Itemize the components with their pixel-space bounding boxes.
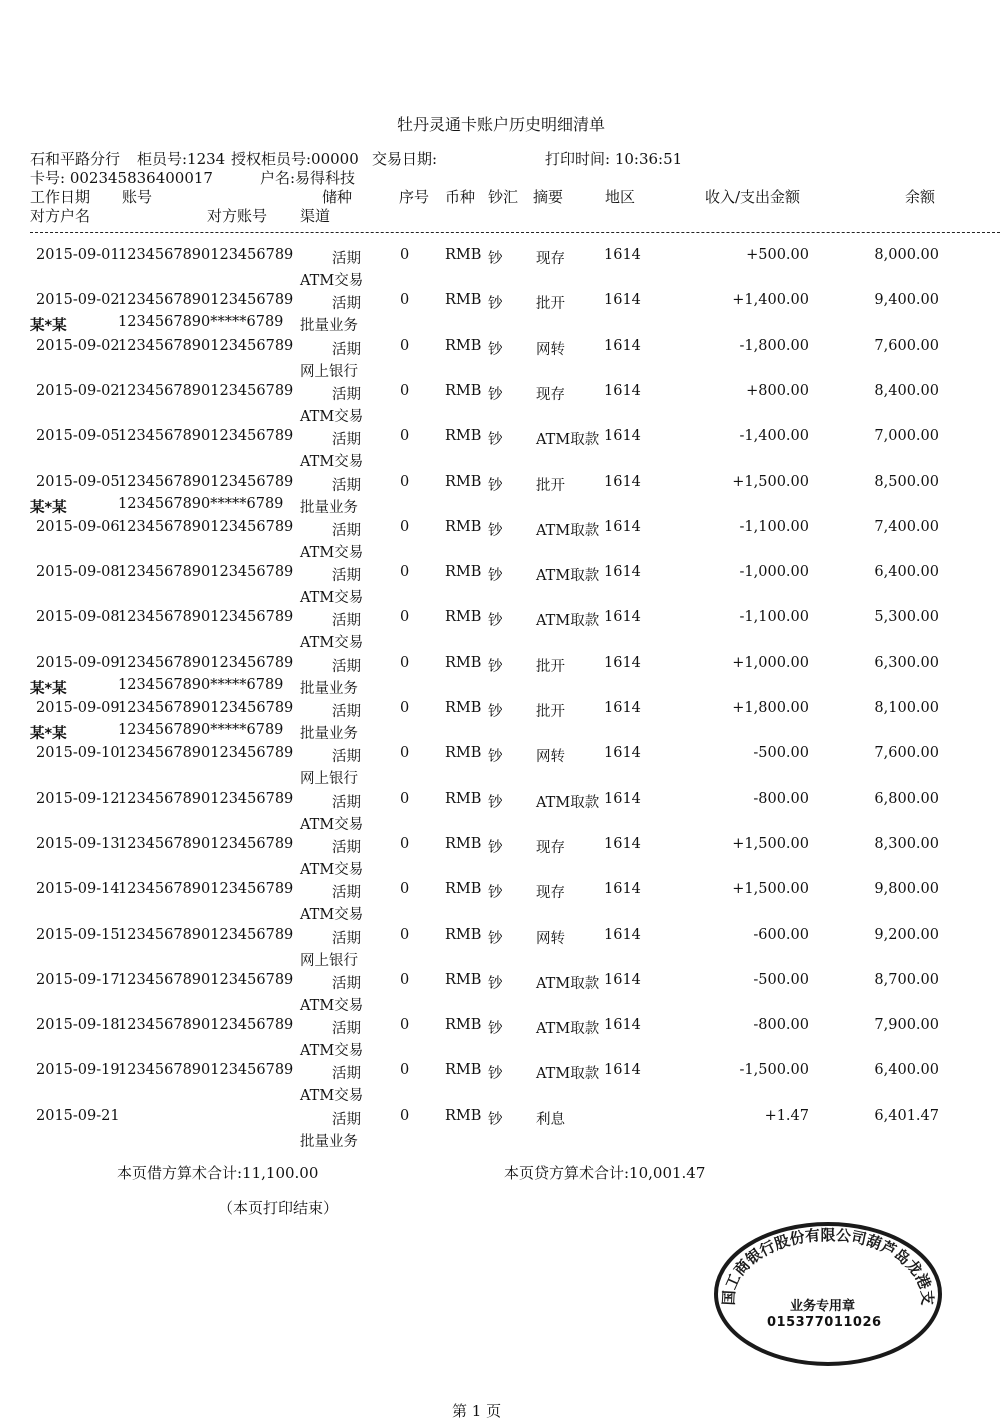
cell-seq: 0 (400, 1017, 410, 1034)
cell-cur: RMB (445, 292, 482, 309)
cell-seq: 0 (400, 428, 410, 445)
col-seq: 序号 (399, 188, 430, 206)
cell-summary: 利息 (536, 1111, 565, 1128)
cell-date: 2015-09-14 (36, 881, 120, 898)
cell-counterparty-account: 1234567890*****6789 (118, 676, 284, 693)
cell-balance: 9,800.00 (874, 881, 939, 898)
cell-cur: RMB (445, 247, 482, 263)
seal-ring-text: 国工商银行股份有限公司葫芦岛龙港支 (719, 1226, 937, 1306)
cell-date: 2015-09-13 (36, 835, 120, 852)
table-row (0, 428, 1000, 473)
cell-cur: RMB (445, 1062, 482, 1079)
cell-balance: 6,401.47 (874, 1107, 939, 1124)
cell-cur: RMB (445, 473, 482, 490)
table-row (0, 1062, 1000, 1107)
cell-type: 活期 (332, 794, 361, 811)
bank-seal (712, 1218, 944, 1366)
cell-region: 1614 (604, 292, 641, 309)
cell-channel: ATM交易 (300, 408, 364, 425)
cell-type: 活期 (332, 386, 361, 403)
cell-channel: ATM交易 (300, 1043, 364, 1060)
cell-flag: 钞 (488, 432, 503, 449)
cell-region: 1614 (604, 790, 641, 807)
cell-region: 1614 (604, 654, 641, 671)
cell-flag: 钞 (488, 704, 503, 720)
cell-account: 1234567890123456789 (118, 292, 294, 309)
credit-total: 本页贷方算术合计:10,001.47 (504, 1164, 706, 1182)
cell-amount: -1,400.00 (739, 428, 809, 445)
cell-region: 1614 (604, 881, 641, 898)
table-row (0, 927, 1000, 972)
cell-summary: ATM取款 (536, 568, 600, 585)
cell-region: 1614 (604, 971, 641, 988)
table-row (0, 836, 1000, 881)
table-row (0, 338, 1000, 383)
col-counterparty-name: 对方户名 (30, 207, 91, 225)
cell-amount: +1,500.00 (732, 881, 809, 898)
cell-flag: 钞 (488, 477, 503, 494)
cell-summary: 现存 (536, 386, 565, 403)
col-cash-flag: 钞汇 (488, 188, 519, 206)
cell-amount: -1,100.00 (739, 609, 809, 626)
cell-counterparty-name: 某*某 (30, 680, 67, 697)
cell-summary: 批开 (536, 477, 565, 494)
col-balance: 余额 (905, 188, 936, 206)
seal-purpose: 业务专用章 (790, 1299, 856, 1314)
page-number: 第 1 页 (452, 1402, 502, 1420)
cell-channel: 批量业务 (300, 318, 358, 335)
table-row (0, 972, 1000, 1017)
cell-amount: -1,000.00 (739, 564, 809, 581)
cell-counterparty-name: 某*某 (30, 499, 67, 516)
cell-counterparty-account: 1234567890*****6789 (118, 314, 284, 331)
cell-region: 1614 (604, 926, 641, 943)
cell-date: 2015-09-09 (36, 654, 120, 671)
cell-amount: -800.00 (753, 790, 809, 807)
cell-flag: 钞 (488, 1111, 503, 1128)
cell-flag: 钞 (488, 613, 503, 630)
cell-seq: 0 (400, 473, 410, 490)
cell-balance: 6,400.00 (874, 564, 939, 581)
col-deposit-type: 储种 (322, 188, 353, 206)
cell-balance: 6,800.00 (874, 790, 939, 807)
cell-date: 2015-09-02 (36, 292, 120, 309)
cell-region: 1614 (604, 564, 641, 581)
cell-amount: +1,500.00 (732, 473, 809, 490)
cell-account: 1234567890123456789 (118, 1017, 294, 1034)
cell-type: 活期 (332, 613, 361, 630)
card-number: 卡号: 002345836400017 (30, 169, 213, 187)
cell-channel: 批量业务 (300, 499, 358, 516)
cell-channel: ATM交易 (300, 861, 364, 878)
cell-flag: 钞 (488, 658, 503, 675)
cell-summary: 批开 (536, 704, 565, 720)
cell-balance: 8,300.00 (874, 835, 939, 852)
cell-flag: 钞 (488, 749, 503, 766)
cell-amount: -600.00 (753, 926, 809, 943)
col-channel: 渠道 (300, 207, 331, 225)
cell-type: 活期 (332, 296, 361, 313)
cell-summary: ATM取款 (536, 1021, 600, 1038)
table-row (0, 655, 1000, 700)
cell-seq: 0 (400, 609, 410, 626)
cell-account: 1234567890123456789 (118, 1062, 294, 1079)
cell-type: 活期 (332, 1066, 361, 1083)
cell-amount: +1,800.00 (732, 700, 809, 716)
table-row (0, 1108, 1000, 1153)
cell-seq: 0 (400, 881, 410, 898)
cell-channel: ATM交易 (300, 1088, 364, 1105)
cell-seq: 0 (400, 292, 410, 309)
cell-balance: 8,000.00 (874, 247, 939, 263)
cell-account: 1234567890123456789 (118, 745, 294, 762)
cell-counterparty-account: 1234567890*****6789 (118, 495, 284, 512)
cell-counterparty-account: 1234567890*****6789 (118, 722, 284, 738)
cell-channel: ATM交易 (300, 273, 364, 289)
cell-balance: 6,300.00 (874, 654, 939, 671)
cell-channel: ATM交易 (300, 997, 364, 1014)
cell-flag: 钞 (488, 568, 503, 585)
cell-type: 活期 (332, 885, 361, 902)
cell-balance: 5,300.00 (874, 609, 939, 626)
cell-flag: 钞 (488, 930, 503, 947)
cell-channel: 网上银行 (300, 771, 358, 788)
cell-cur: RMB (445, 1017, 482, 1034)
cell-date: 2015-09-10 (36, 745, 120, 762)
header-divider (30, 232, 1000, 233)
cell-type: 活期 (332, 975, 361, 992)
cell-summary: ATM取款 (536, 613, 600, 630)
cell-channel: ATM交易 (300, 635, 364, 652)
cell-date: 2015-09-08 (36, 564, 120, 581)
cell-account: 1234567890123456789 (118, 564, 294, 581)
cell-account: 1234567890123456789 (118, 926, 294, 943)
cell-channel: ATM交易 (300, 590, 364, 607)
cell-cur: RMB (445, 835, 482, 852)
cell-flag: 钞 (488, 522, 503, 539)
cell-amount: -1,500.00 (739, 1062, 809, 1079)
cell-account: 1234567890123456789 (118, 835, 294, 852)
cell-summary: ATM取款 (536, 522, 600, 539)
cell-flag: 钞 (488, 296, 503, 313)
cell-type: 活期 (332, 522, 361, 539)
print-time: 打印时间: 10:36:51 (545, 150, 683, 168)
cell-summary: 网转 (536, 341, 565, 358)
cell-summary: 现存 (536, 839, 565, 856)
cell-cur: RMB (445, 971, 482, 988)
cell-seq: 0 (400, 382, 410, 399)
cell-region: 1614 (604, 835, 641, 852)
cell-type: 活期 (332, 1021, 361, 1038)
cell-balance: 7,600.00 (874, 337, 939, 354)
cell-seq: 0 (400, 1062, 410, 1079)
cell-type: 活期 (332, 568, 361, 585)
cell-date: 2015-09-17 (36, 971, 120, 988)
cell-summary: ATM取款 (536, 1066, 600, 1083)
cell-amount: +1.47 (764, 1107, 809, 1124)
cell-type: 活期 (332, 1111, 361, 1128)
cell-region: 1614 (604, 1062, 641, 1079)
cell-date: 2015-09-19 (36, 1062, 120, 1079)
cell-amount: -800.00 (753, 1017, 809, 1034)
table-row (0, 700, 1000, 745)
table-row (0, 791, 1000, 836)
debit-total: 本页借方算术合计:11,100.00 (117, 1164, 319, 1182)
cell-flag: 钞 (488, 839, 503, 856)
cell-account: 1234567890123456789 (118, 247, 294, 263)
cell-type: 活期 (332, 658, 361, 675)
table-row (0, 519, 1000, 564)
cell-account: 1234567890123456789 (118, 337, 294, 354)
cell-amount: +1,500.00 (732, 835, 809, 852)
cell-date: 2015-09-08 (36, 609, 120, 626)
cell-region: 1614 (604, 428, 641, 445)
cell-account: 1234567890123456789 (118, 382, 294, 399)
cell-cur: RMB (445, 790, 482, 807)
cell-cur: RMB (445, 337, 482, 354)
cell-region: 1614 (604, 1017, 641, 1034)
cell-account: 1234567890123456789 (118, 518, 294, 535)
cell-region: 1614 (604, 473, 641, 490)
cell-amount: -500.00 (753, 745, 809, 762)
cell-cur: RMB (445, 564, 482, 581)
cell-type: 活期 (332, 477, 361, 494)
cell-flag: 钞 (488, 794, 503, 811)
cell-cur: RMB (445, 654, 482, 671)
cell-seq: 0 (400, 700, 410, 716)
cell-balance: 7,900.00 (874, 1017, 939, 1034)
cell-type: 活期 (332, 251, 361, 267)
cell-amount: +1,000.00 (732, 654, 809, 671)
cell-seq: 0 (400, 1107, 410, 1124)
cell-balance: 6,400.00 (874, 1062, 939, 1079)
cell-date: 2015-09-06 (36, 518, 120, 535)
cell-cur: RMB (445, 745, 482, 762)
cell-summary: ATM取款 (536, 975, 600, 992)
cell-balance: 7,600.00 (874, 745, 939, 762)
cell-account: 1234567890123456789 (118, 790, 294, 807)
cell-balance: 7,400.00 (874, 518, 939, 535)
cell-counterparty-name: 某*某 (30, 726, 67, 742)
cell-type: 活期 (332, 341, 361, 358)
cell-date: 2015-09-12 (36, 790, 120, 807)
cell-balance: 7,000.00 (874, 428, 939, 445)
table-row (0, 292, 1000, 337)
bank-seal-graphic (712, 1218, 944, 1366)
cell-flag: 钞 (488, 1066, 503, 1083)
cell-summary: 现存 (536, 885, 565, 902)
col-counterparty-account: 对方账号 (207, 207, 268, 225)
table-row (0, 564, 1000, 609)
cell-date: 2015-09-18 (36, 1017, 120, 1034)
cell-account: 1234567890123456789 (118, 881, 294, 898)
cell-seq: 0 (400, 654, 410, 671)
cell-summary: ATM取款 (536, 794, 600, 811)
cell-region: 1614 (604, 518, 641, 535)
account-name: 户名:易得科技 (260, 169, 356, 187)
cell-account: 1234567890123456789 (118, 428, 294, 445)
cell-cur: RMB (445, 881, 482, 898)
cell-date: 2015-09-05 (36, 428, 120, 445)
cell-seq: 0 (400, 518, 410, 535)
cell-amount: -1,800.00 (739, 337, 809, 354)
cell-seq: 0 (400, 745, 410, 762)
cell-flag: 钞 (488, 885, 503, 902)
cell-date: 2015-09-15 (36, 926, 120, 943)
cell-seq: 0 (400, 790, 410, 807)
cell-seq: 0 (400, 971, 410, 988)
cell-cur: RMB (445, 382, 482, 399)
cell-channel: 批量业务 (300, 680, 358, 697)
cell-cur: RMB (445, 926, 482, 943)
cell-type: 活期 (332, 839, 361, 856)
cell-account: 1234567890123456789 (118, 473, 294, 490)
seal-code: 015377011026 (767, 1315, 882, 1330)
cell-account: 1234567890123456789 (118, 654, 294, 671)
cell-seq: 0 (400, 835, 410, 852)
table-row (0, 474, 1000, 519)
cell-date: 2015-09-09 (36, 700, 120, 716)
cell-summary: ATM取款 (536, 432, 600, 449)
cell-type: 活期 (332, 432, 361, 449)
cell-flag: 钞 (488, 386, 503, 403)
cell-amount: +500.00 (746, 247, 809, 263)
cell-channel: ATM交易 (300, 544, 364, 561)
auth-teller-no: 授权柜员号:00000 (231, 150, 359, 168)
table-row (0, 383, 1000, 428)
cell-cur: RMB (445, 428, 482, 445)
col-currency: 币种 (445, 188, 476, 206)
cell-balance: 8,700.00 (874, 971, 939, 988)
cell-date: 2015-09-02 (36, 337, 120, 354)
cell-region: 1614 (604, 337, 641, 354)
cell-channel: ATM交易 (300, 816, 364, 833)
cell-balance: 8,100.00 (874, 700, 939, 716)
col-account: 账号 (122, 188, 153, 206)
cell-account: 1234567890123456789 (118, 700, 294, 716)
cell-channel: 批量业务 (300, 726, 358, 742)
print-end-note: （本页打印结束） (218, 1199, 339, 1217)
cell-amount: -500.00 (753, 971, 809, 988)
cell-account: 1234567890123456789 (118, 609, 294, 626)
cell-type: 活期 (332, 704, 361, 720)
cell-type: 活期 (332, 930, 361, 947)
cell-flag: 钞 (488, 975, 503, 992)
cell-seq: 0 (400, 564, 410, 581)
cell-balance: 8,500.00 (874, 473, 939, 490)
cell-amount: -1,100.00 (739, 518, 809, 535)
cell-cur: RMB (445, 609, 482, 626)
cell-account: 1234567890123456789 (118, 971, 294, 988)
cell-flag: 钞 (488, 341, 503, 358)
cell-date: 2015-09-05 (36, 473, 120, 490)
col-amount: 收入/支出金额 (705, 188, 801, 206)
cell-type: 活期 (332, 749, 361, 766)
cell-seq: 0 (400, 926, 410, 943)
cell-region: 1614 (604, 700, 641, 716)
teller-no: 柜员号:1234 (137, 150, 226, 168)
cell-region: 1614 (604, 382, 641, 399)
cell-date: 2015-09-02 (36, 382, 120, 399)
cell-amount: +1,400.00 (732, 292, 809, 309)
cell-summary: 现存 (536, 251, 565, 267)
branch-name: 石和平路分行 (30, 150, 121, 168)
cell-seq: 0 (400, 337, 410, 354)
cell-channel: 网上银行 (300, 952, 358, 969)
table-row (0, 881, 1000, 926)
cell-flag: 钞 (488, 251, 503, 267)
cell-balance: 8,400.00 (874, 382, 939, 399)
cell-region: 1614 (604, 609, 641, 626)
cell-summary: 网转 (536, 930, 565, 947)
cell-seq: 0 (400, 247, 410, 263)
cell-summary: 批开 (536, 658, 565, 675)
cell-summary: 网转 (536, 749, 565, 766)
cell-amount: +800.00 (746, 382, 809, 399)
cell-cur: RMB (445, 1107, 482, 1124)
cell-channel: 网上银行 (300, 363, 358, 380)
cell-region: 1614 (604, 745, 641, 762)
cell-date: 2015-09-21 (36, 1107, 120, 1124)
cell-counterparty-name: 某*某 (30, 318, 67, 335)
statement-title: 牡丹灵通卡账户历史明细清单 (397, 115, 606, 134)
cell-date: 2015-09-01 (36, 247, 120, 263)
table-row (0, 745, 1000, 790)
cell-cur: RMB (445, 700, 482, 716)
cell-channel: ATM交易 (300, 454, 364, 471)
cell-region: 1614 (604, 247, 641, 263)
cell-channel: ATM交易 (300, 907, 364, 924)
table-row (0, 1017, 1000, 1062)
trade-date-label: 交易日期: (372, 150, 438, 168)
col-summary: 摘要 (533, 188, 564, 206)
cell-balance: 9,400.00 (874, 292, 939, 309)
cell-channel: 批量业务 (300, 1133, 358, 1150)
cell-summary: 批开 (536, 296, 565, 313)
col-work-date: 工作日期 (30, 188, 91, 206)
cell-balance: 9,200.00 (874, 926, 939, 943)
table-row (0, 247, 1000, 292)
table-row (0, 609, 1000, 654)
cell-cur: RMB (445, 518, 482, 535)
cell-flag: 钞 (488, 1021, 503, 1038)
col-region: 地区 (605, 188, 636, 206)
